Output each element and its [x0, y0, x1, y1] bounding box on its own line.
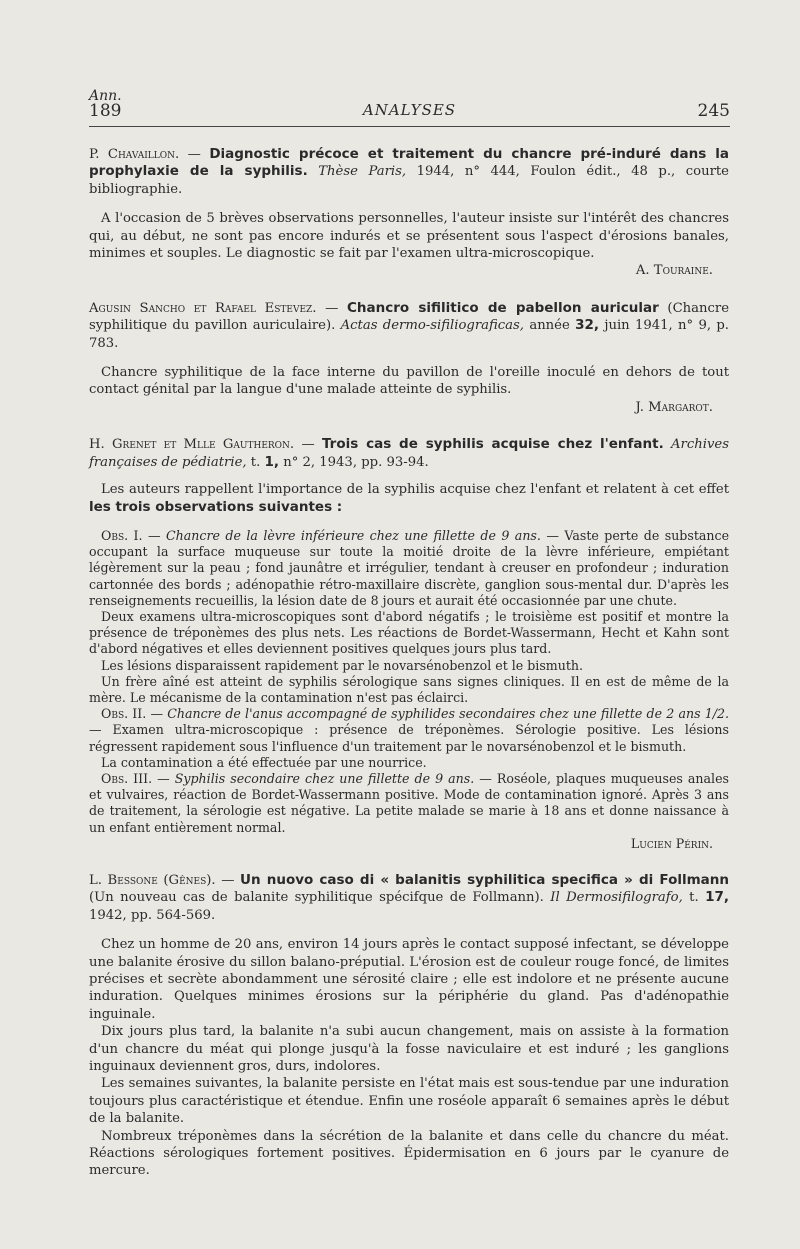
abstract-body: [89, 364, 729, 399]
citation: P. Chavaillon. — Diagnostic précoce et traitement du chancre pré-induré dans la prophylaxie de la syphilis. Thèse Paris, 1944, n° 444, Foulon édit., 48 p., courte bibliographie.: [89, 146, 729, 197]
source: Thèse Paris,: [318, 164, 407, 180]
signature: Lucien Périn.: [630, 835, 713, 851]
observation-paragraph: La contamination a été effectuée par une nourrice.: [101, 754, 427, 770]
volume: 17,: [705, 889, 729, 906]
volume-label: t.: [250, 454, 261, 470]
page-number: 245: [697, 101, 730, 121]
observations: [89, 528, 729, 852]
observation-label: Obs. III.: [101, 770, 153, 786]
observation-paragraph: Les lésions disparaissent rapidement par le novarsénobenzol et le bismuth.: [101, 657, 584, 673]
citation-details: 1942, pp. 564-569.: [89, 907, 216, 923]
volume-label: t.: [689, 890, 699, 906]
observation-heading: Chancre de l'anus accompagné de syphilides secondaires chez une fillette de 2 ans 1/2.: [167, 706, 729, 722]
article-title: Chancro sifilitico de pabellon auricular: [347, 299, 659, 316]
observation: Obs. III. — Syphilis secondaire chez une fillette de 9 ans. — Roséole, plaques muqueuses anales et vulvaires, réaction de Bordet-Wassermann positive. Mode de contamination ignoré. Après 3 ans de traitement, la sérologie est négative. La petite malade se marie à 18 ans et donne naissance à un enfant entièrement normal.: [89, 770, 729, 835]
paragraph: Chez un homme de 20 ans, environ 14 jours après le contact supposé infectant, se développe une balanite érosive du sillon balano-préputial. L'érosion est de couleur rouge foncé, de limites précises et secrète abondamment une sérosité claire ; elle est indolore et ne présente aucune induration. Quelques minimes érosions sur la périphérie du gland. Pas d'adénopathie inguinale.: [89, 937, 729, 1022]
abstract-intro: [89, 481, 729, 516]
observation-heading: Chancre de la lèvre inférieure chez une fillette de 9 ans.: [166, 527, 541, 543]
paragraph: Dix jours plus tard, la balanite n'a subi aucun changement, mais on assiste à la formation d'un chancre du méat qui plonge jusqu'à la fosse naviculaire et est induré ; les ganglions inguinaux deviennent gros, durs, indolores.: [89, 1024, 729, 1075]
observation-paragraph: Deux examens ultra-microscopiques sont d'abord négatifs ; le troisième est positif et montre la présence de tréponèmes des plus nets. Les réactions de Bordet-Wassermann, Hecht et Kahn sont d'abord négatives et elles deviennent positives quelques jours plus tard.: [89, 608, 729, 657]
observation-label: Obs. I.: [101, 527, 143, 543]
intro-text: Les auteurs rappellent l'importance de la syphilis acquise chez l'enfant et relatent à cet effet: [101, 482, 729, 498]
citation: L. Bessone (Gênes). — Un nuovo caso di « balanitis syphilitica specifica » di Follmann (Un nouveau cas de balanite syphilitique spécifque de Follmann). Il Dermosifilografo, t. 17, 1942, pp. 564-569.: [89, 871, 729, 923]
citation-details: juin 1941, n° 9, p. 783.: [89, 318, 729, 351]
abstract-body: [89, 936, 729, 1180]
running-title: ANALYSES: [362, 101, 457, 119]
author: H. Grenet et Mlle Gautheron.: [89, 437, 295, 453]
year-label: année: [529, 318, 570, 334]
title-translation: (Chancre syphilitique du pavillon auriculaire).: [89, 300, 730, 334]
citation: Agusin Sancho et Rafael Estevez. — Chancro sifilitico de pabellon auricular (Chancre syphilitique du pavillon auriculaire). Actas dermo-sifiliograficas, année 32, juin 1941, n° 9, p. 783.: [89, 299, 730, 351]
author: L. Bessone (Gênes).: [89, 872, 216, 888]
observation: Obs. I. — Chancre de la lèvre inférieure chez une fillette de 9 ans. — Vaste perte de substance occupant la surface muqueuse sur toute la moitié droite de la lèvre inférieure, empiétant légèrement sur la peau ; fond jaunâtre et irrégulier, tendant à creuser en profondeur ; induration cartonnée des bords ; adénopathie rétro-maxillaire discrète, ganglion sous-mental dur. D'après les renseignements recueillis, la lésion date de 8 jours et aurait été occasionnée par une chute.: [89, 527, 730, 608]
journal-abbrev: Ann.: [89, 88, 122, 104]
abstract-entry: [89, 872, 729, 1180]
author: Agusin Sancho et Rafael Estevez.: [89, 300, 317, 316]
observation-paragraph: Un frère aîné est atteint de syphilis sérologique sans signes cliniques. Il en est de même de la mère. Le mécanisme de la contamination n'est pas éclairci.: [89, 673, 729, 705]
paragraph: Les semaines suivantes, la balanite persiste en l'état mais est sous-tendue par une induration toujours plus caractéristique et étendue. Enfin une roséole apparaît 6 semaines après le début de la balanite.: [89, 1076, 729, 1127]
paragraph: A l'occasion de 5 brèves observations personnelles, l'auteur insiste sur l'intérêt des chancres qui, au début, ne sont pas encore indurés et se présentent sous l'aspect d'érosions banales, minimes et souples. Le diagnostic se fait par l'examen ultra-microscopique.: [89, 211, 729, 262]
citation-details: 1944, n° 444, Foulon édit., 48 p., courte bibliographie.: [89, 164, 729, 197]
paragraph: Nombreux tréponèmes dans la sécrétion de la balanite et dans celle du chancre du méat. Réactions sérologiques fortement positives. Épidermisation en 6 jours par le cyanure de mercure.: [89, 1128, 729, 1179]
abstract-body: [89, 210, 729, 262]
page-content: [89, 146, 729, 1180]
signature: A. Touraine.: [635, 263, 713, 279]
abstract-entry: [89, 436, 729, 852]
abstract-entry: [89, 146, 729, 280]
signature: J. Margarot.: [635, 399, 713, 415]
observation-label: Obs. II.: [101, 706, 147, 722]
article-title: Diagnostic précoce et traitement du chancre pré-induré dans la prophylaxie de la syphilis.: [89, 146, 729, 180]
observation: Obs. II. — Chancre de l'anus accompagné de syphilides secondaires chez une fillette de 2 ans 1/2. — Examen ultra-microscopique : présence de tréponèmes. Sérologie positive. Les lésions régressent rapidement sous l'influence d'un traitement par le novarsénobenzol et le bismuth.: [89, 706, 729, 754]
header-rule: [89, 126, 730, 127]
observation-text: Vaste perte de substance occupant la surface muqueuse sur toute la moitié droite de la lèvre inférieure, empiétant légèrement sur la peau ; fond jaunâtre et irrégulier, tendant à creuser en profondeur ; induration cartonnée des bords ; adénopathie rétro-maxillaire discrète, ganglion sous-mental dur. D'après les renseignements recueillis, la lésion date de 8 jours et aurait été occasionnée par une chute.: [89, 527, 730, 608]
observation-text: Roséole, plaques muqueuses anales et vulvaires, réaction de Bordet-Wassermann positive. Mode de contamination ignoré. Après 3 ans de traitement, la sérologie est négative. La petite malade se marie à 18 ans et donne naissance à un enfant entièrement normal.: [89, 770, 729, 835]
article-title: Un nuovo caso di « balanitis syphilitica specifica » di Follmann: [240, 871, 729, 888]
citation: H. Grenet et Mlle Gautheron. — Trois cas de syphilis acquise chez l'enfant. Archives françaises de pédiatrie, t. 1, n° 2, 1943, pp. 93-94.: [89, 436, 729, 470]
title-translation: (Un nouveau cas de balanite syphilitique spécifque de Follmann).: [89, 890, 544, 906]
running-header: [89, 101, 730, 123]
volume: 32,: [575, 317, 600, 334]
citation-details: n° 2, 1943, pp. 93-94.: [283, 454, 429, 470]
observation-heading: Syphilis secondaire chez une fillette de 9 ans.: [174, 770, 475, 786]
author: P. Chavaillon.: [89, 147, 180, 162]
intro-bold: les trois observations suivantes :: [89, 498, 343, 515]
source: Il Dermosifilografo,: [550, 890, 683, 906]
observation-text: Examen ultra-microscopique : présence de tréponèmes. Sérologie positive. Les lésions régressent rapidement sous l'influence d'un traitement par le novarsénobenzol et le bismuth.: [89, 722, 729, 754]
source: Actas dermo-sifiliograficas,: [340, 318, 524, 334]
abstract-entry: [89, 300, 729, 416]
header-year: 189: [89, 101, 122, 121]
volume: 1,: [264, 453, 279, 470]
article-title: Trois cas de syphilis acquise chez l'enfant.: [321, 436, 664, 453]
paragraph: Chancre syphilitique de la face interne du pavillon de l'oreille inoculé en dehors de tout contact génital par la langue d'une malade atteinte de syphilis.: [89, 365, 729, 398]
source: Archives françaises de pédiatrie,: [89, 437, 729, 470]
